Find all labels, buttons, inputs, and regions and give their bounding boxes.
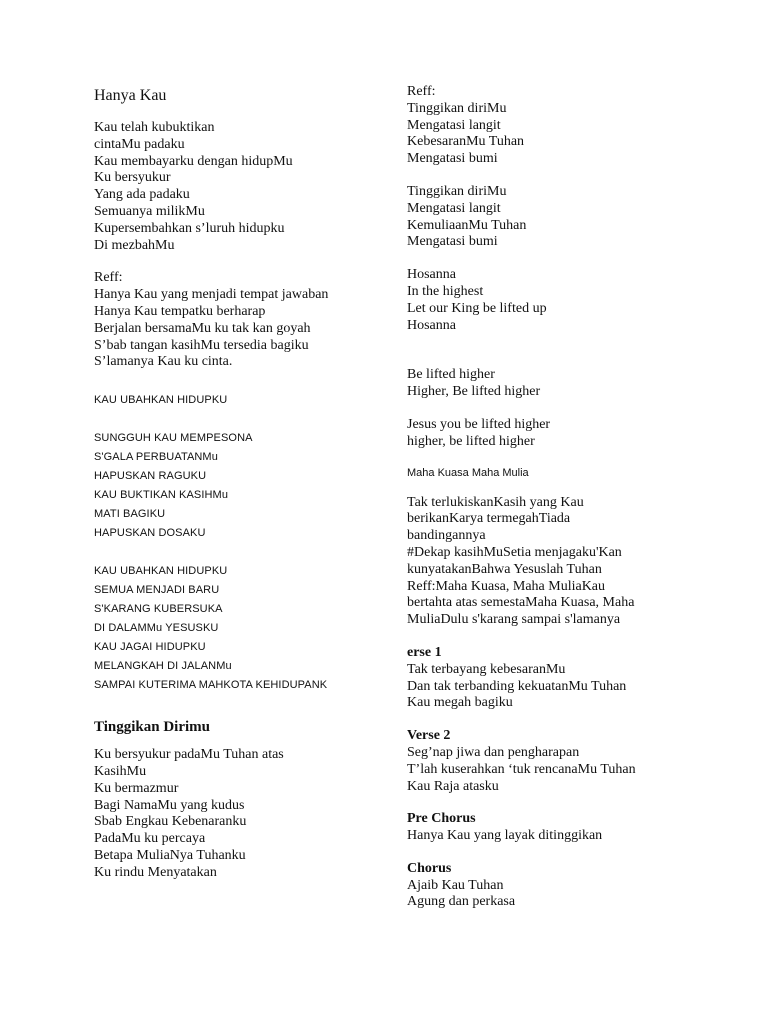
lyric-line: kunyatakanBahwa Yesuslah Tuhan [407, 561, 602, 577]
lyric-line: Kupersembahkan s’luruh hidupku [94, 220, 285, 236]
lyric-line: Jesus you be lifted higher [407, 416, 551, 432]
verse-kau-ubahkan [94, 429, 394, 543]
lyric-line: Higher, Be lifted higher [407, 384, 541, 400]
lyric-line: T’lah kuserahkan ‘tuk rencanaMu Tuhan [407, 761, 636, 777]
lyric-line: PadaMu ku percaya [94, 831, 206, 847]
lyric-line: S’lamanya Kau ku cinta. [94, 354, 233, 370]
lyric-line: Hosanna [407, 267, 456, 283]
lyric-line: Yang ada padaku [94, 187, 190, 203]
lyric-line: Betapa MuliaNya Tuhanku [94, 847, 246, 863]
lyric-line: Hanya Kau yang menjadi tempat jawaban [94, 287, 329, 303]
lyric-line: SUNGGUH KAU MEMPESONA [94, 432, 253, 445]
lyric-line: Kau megah bagiku [407, 695, 513, 711]
song-title-hanya-kau: Hanya Kau [94, 87, 167, 104]
prechorus-block [407, 811, 737, 845]
lyric-line: Tak terlukiskanKasih yang Kau [407, 494, 584, 510]
lyric-line: Bagi NamaMu yang kudus [94, 797, 245, 813]
lyric-line: Kau telah kubuktikan [94, 120, 215, 135]
song-title-tinggikan-dirimu: Tinggikan Dirimu [94, 719, 211, 736]
lyric-line: Ku bermazmur [94, 780, 179, 796]
lyric-line: Ku rindu Menyatakan [94, 864, 217, 880]
verse2-label: Verse 2 [407, 728, 451, 744]
verse-tinggikan-dirimu [94, 747, 394, 881]
lyric-line: Di mezbahMu [94, 237, 175, 253]
lyric-line: DI DALAMMu YESUSKU [94, 622, 219, 635]
lyric-line: Reff: [407, 84, 436, 99]
lyric-line: S'KARANG KUBERSUKA [94, 603, 223, 616]
lyric-line: Dan tak terbanding kekuatanMu Tuhan [407, 678, 627, 694]
lyric-line: KAU JAGAI HIDUPKU [94, 641, 206, 654]
lyric-line: Mengatasi langit [407, 117, 501, 133]
lyric-line: Seg’nap jiwa dan pengharapan [407, 744, 580, 760]
lyric-line: MuliaDulu s'karang sampai s'lamanya [407, 612, 621, 628]
hosanna-block [407, 267, 737, 334]
lyric-line: Tinggikan diriMu [407, 183, 507, 199]
lyric-line: #Dekap kasihMuSetia menjagaku'Kan [407, 544, 622, 560]
chorus-kau-ubahkan [94, 562, 394, 695]
lyric-line: Ajaib Kau Tuhan [407, 877, 504, 893]
lyric-line: Hanya Kau yang layak ditinggikan [407, 828, 603, 844]
lyric-line: Tak terbayang kebesaranMu [407, 661, 566, 677]
lyric-line: Ku bersyukur padaMu Tuhan atas [94, 747, 284, 763]
verse1-label: erse 1 [407, 644, 442, 660]
lyric-line: Kau membayarku dengan hidupMu [94, 153, 293, 169]
chorus-label: Chorus [407, 860, 452, 876]
lyric-line: KemuliaanMu Tuhan [407, 217, 527, 233]
lyric-line: Be lifted higher [407, 367, 495, 383]
lyric-line: S’bab tangan kasihMu tersedia bagiku [94, 337, 309, 353]
lyric-line: HAPUSKAN RAGUKU [94, 470, 207, 483]
right-column [407, 84, 737, 911]
lyric-line: In the highest [407, 283, 484, 299]
lyric-line: Hanya Kau tempatku berharap [94, 303, 266, 319]
lyric-line: MATI BAGIKU [94, 508, 166, 521]
lyric-line: KAU UBAHKAN HIDUPKU [94, 565, 228, 578]
lyric-line: SEMUA MENJADI BARU [94, 584, 220, 597]
lyric-line: SAMPAI KUTERIMA MAHKOTA KEHIDUPANK [94, 679, 328, 692]
lyric-line: Reff:Maha Kuasa, Maha MuliaKau [407, 578, 606, 594]
song-title-maha-kuasa: Maha Kuasa Maha Mulia [407, 466, 529, 479]
lyric-line: bandingannya [407, 528, 486, 544]
lyric-line: Let our King be lifted up [407, 300, 547, 316]
chorus-block [407, 861, 737, 911]
lyric-line: Semuanya milikMu [94, 203, 205, 219]
left-column [94, 84, 394, 882]
lyric-line: Berjalan bersamaMu ku tak kan goyah [94, 320, 311, 336]
lifted-block-1 [407, 367, 737, 401]
lyric-line: KasihMu [94, 763, 147, 779]
lyric-line: MELANGKAH DI JALANMu [94, 660, 232, 673]
verse2-block [407, 728, 737, 795]
lyric-line: Reff: [94, 270, 123, 286]
lyric-line: KebesaranMu Tuhan [407, 134, 525, 150]
verse1-block [407, 645, 737, 712]
lyric-line: Mengatasi bumi [407, 234, 498, 250]
lyric-line: Mengatasi bumi [407, 151, 498, 167]
lifted-block-2 [407, 417, 737, 451]
lyric-line: Tinggikan diriMu [407, 100, 507, 116]
body-maha-kuasa [407, 495, 737, 629]
lyric-line: Mengatasi langit [407, 200, 501, 216]
lyric-line: higher, be lifted higher [407, 433, 535, 449]
lyric-line: S'GALA PERBUATANMu [94, 451, 218, 464]
verse-hanya-kau [94, 120, 394, 254]
lyric-line: Ku bersyukur [94, 170, 171, 186]
lyric-line: cintaMu padaku [94, 136, 185, 152]
reff-hanya-kau [94, 270, 394, 371]
lyric-line: HAPUSKAN DOSAKU [94, 527, 206, 540]
lyric-line: Sbab Engkau Kebenaranku [94, 814, 247, 830]
lyric-line: Agung dan perkasa [407, 894, 516, 910]
lyric-line: Hosanna [407, 317, 456, 333]
prechorus-label: Pre Chorus [407, 811, 476, 827]
lyric-line: bertahta atas semestaMaha Kuasa, Maha [407, 595, 635, 611]
song-title-kau-ubahkan: KAU UBAHKAN HIDUPKU [94, 394, 228, 407]
reff-tinggikan-1 [407, 84, 737, 168]
lyric-line: Kau Raja atasku [407, 778, 499, 794]
reff-tinggikan-2 [407, 184, 737, 251]
lyric-line: KAU BUKTIKAN KASIHMu [94, 489, 229, 502]
lyric-line: berikanKarya termegahTiada [407, 511, 571, 527]
